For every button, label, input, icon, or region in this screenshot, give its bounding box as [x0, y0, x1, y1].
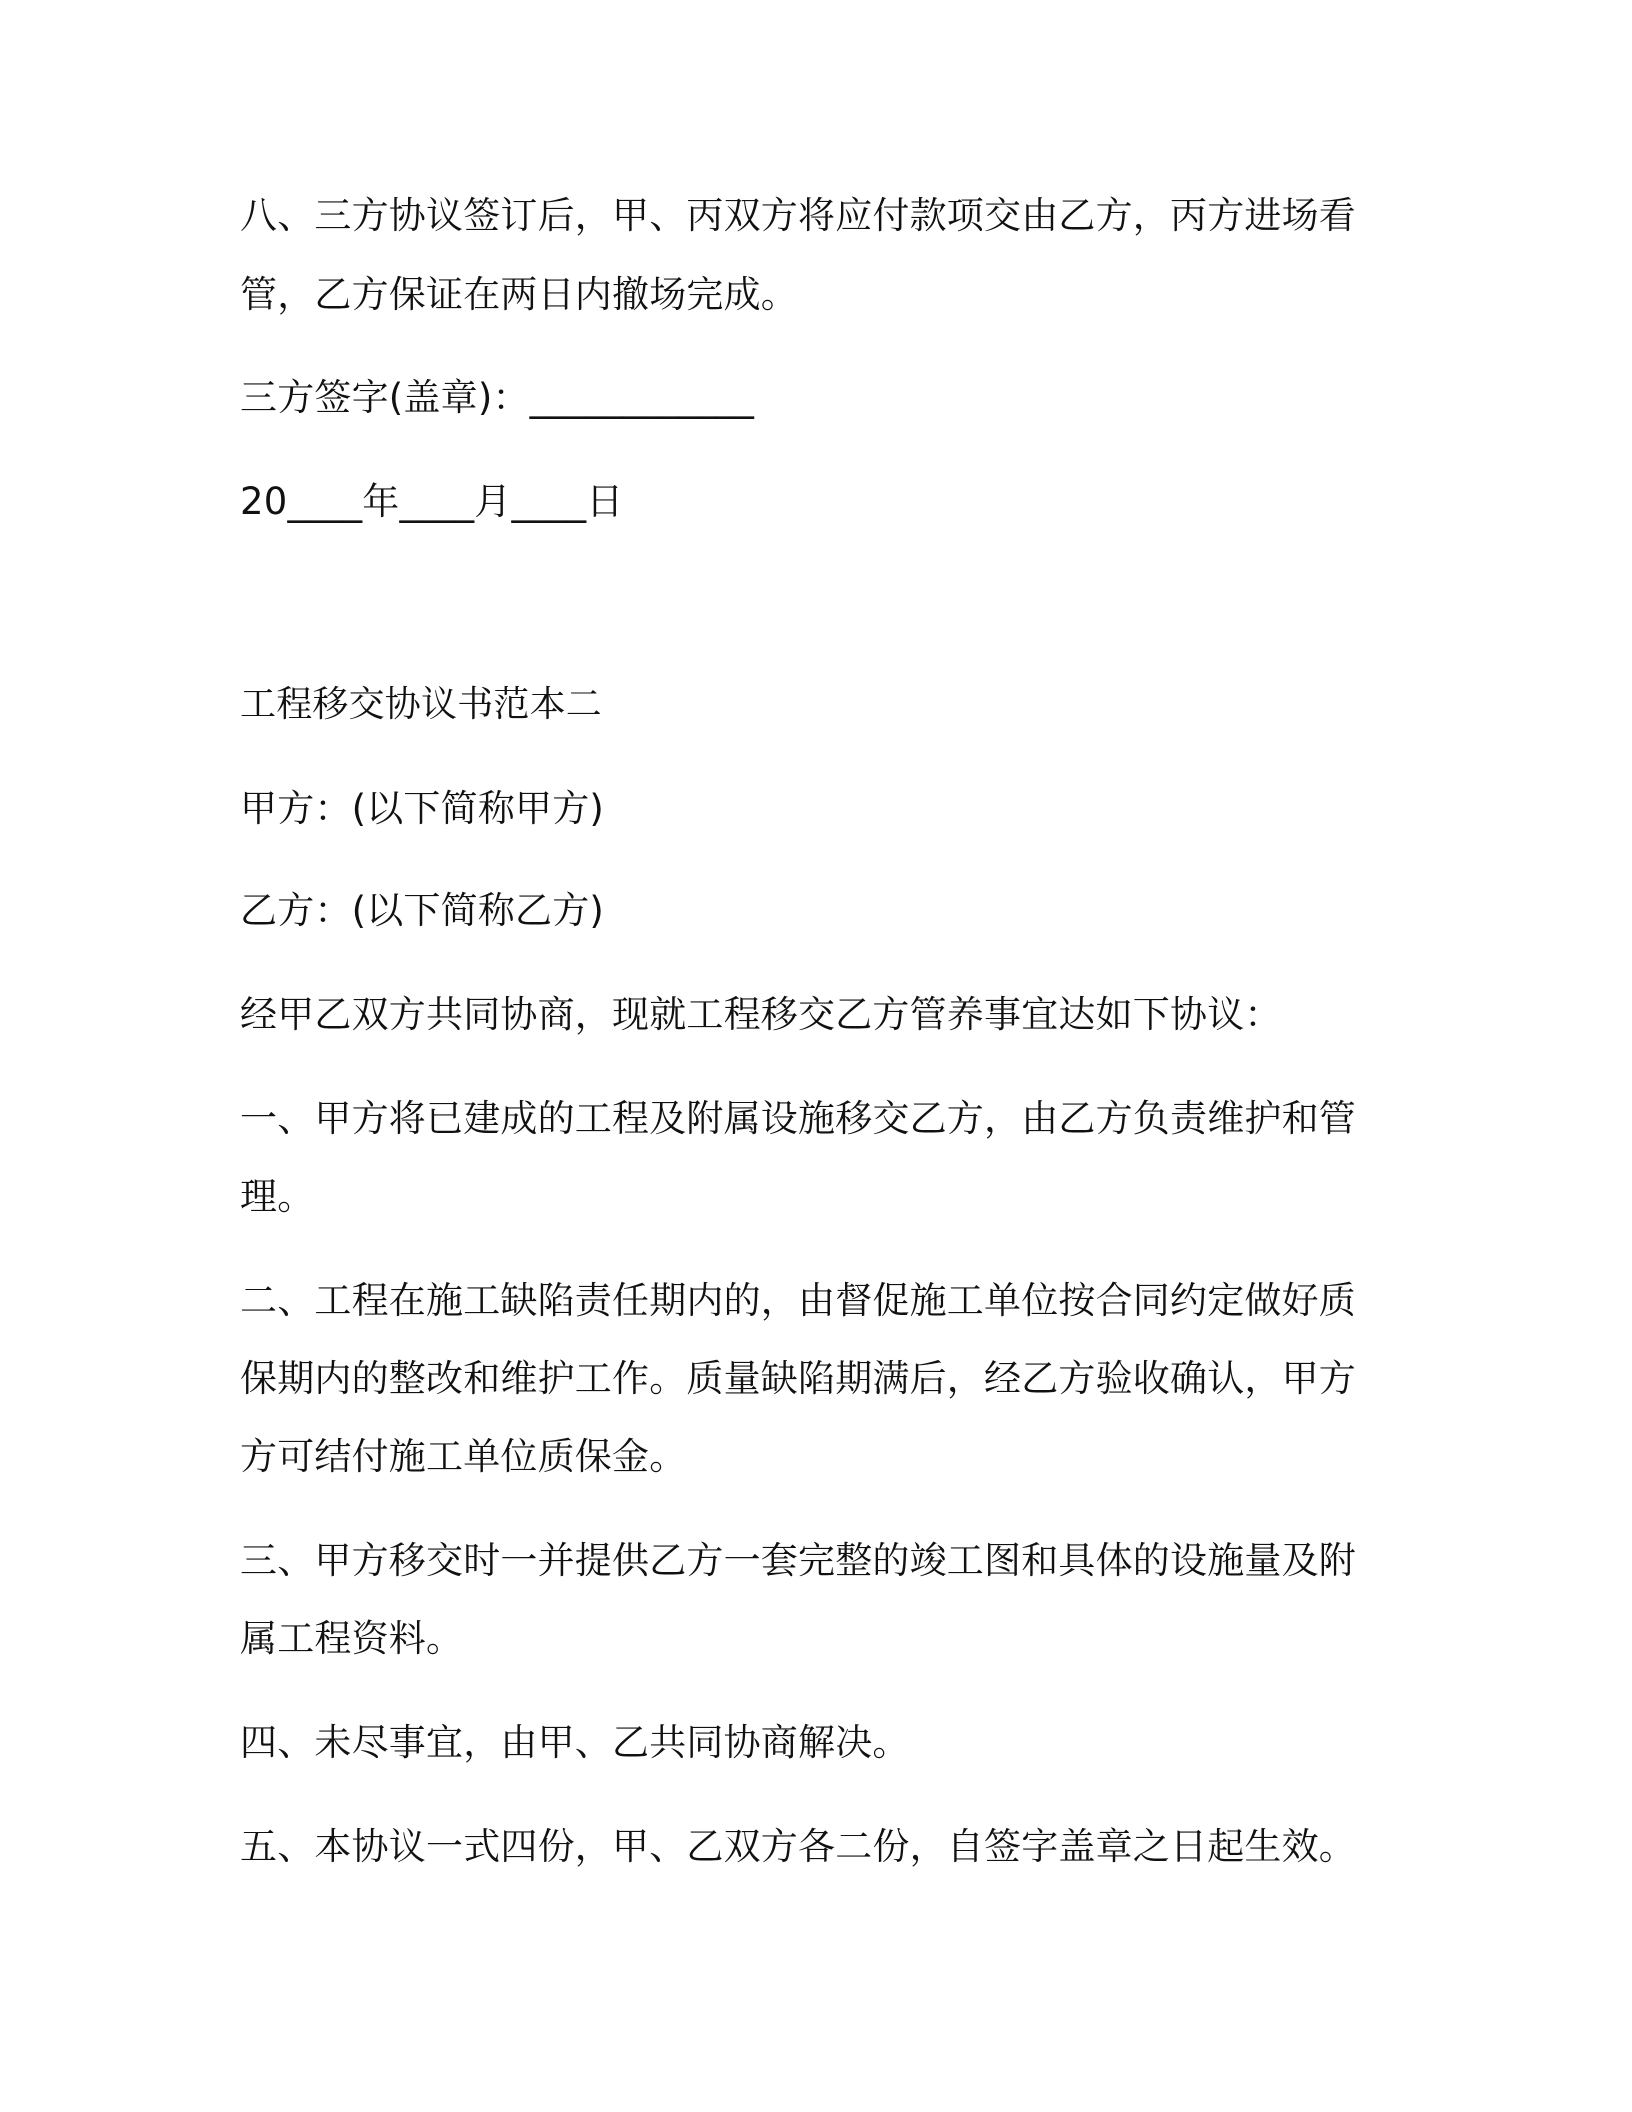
clause-2-line-3: 方可结付施工单位质保金。: [240, 1435, 687, 1478]
clause-3-line-1: 三、甲方移交时一并提供乙方一套完整的竣工图和具体的设施量及附: [240, 1539, 1356, 1582]
section-eight-line-2: 管，乙方保证在两日内撤场完成。: [240, 273, 798, 316]
intro-paragraph: 经甲乙双方共同协商，现就工程移交乙方管养事宜达如下协议：: [240, 993, 1282, 1036]
section-eight-line-1: 八、三方协议签订后，甲、丙双方将应付款项交由乙方，丙方进场看: [240, 194, 1356, 237]
date-line: 20____年____月____日: [240, 480, 624, 523]
party-b-line: 乙方：(以下简称乙方): [240, 889, 605, 932]
party-a-line: 甲方：(以下简称甲方): [240, 787, 605, 830]
clause-5-line-1: 五、本协议一式四份，甲、乙双方各二份，自签字盖章之日起生效。: [240, 1825, 1356, 1868]
signature-line: 三方签字(盖章)：____________: [240, 376, 755, 419]
clause-4-line-1: 四、未尽事宜，由甲、乙共同协商解决。: [240, 1721, 910, 1764]
clause-2-line-2: 保期内的整改和维护工作。质量缺陷期满后，经乙方验收确认，甲方: [240, 1357, 1356, 1400]
clause-1-line-2: 理。: [240, 1175, 315, 1218]
clause-1-line-1: 一、甲方将已建成的工程及附属设施移交乙方，由乙方负责维护和管: [240, 1097, 1356, 1140]
clause-2-line-1: 二、工程在施工缺陷责任期内的，由督促施工单位按合同约定做好质: [240, 1279, 1356, 1322]
clause-3-line-2: 属工程资料。: [240, 1617, 464, 1660]
document-title: 工程移交协议书范本二: [240, 684, 603, 725]
